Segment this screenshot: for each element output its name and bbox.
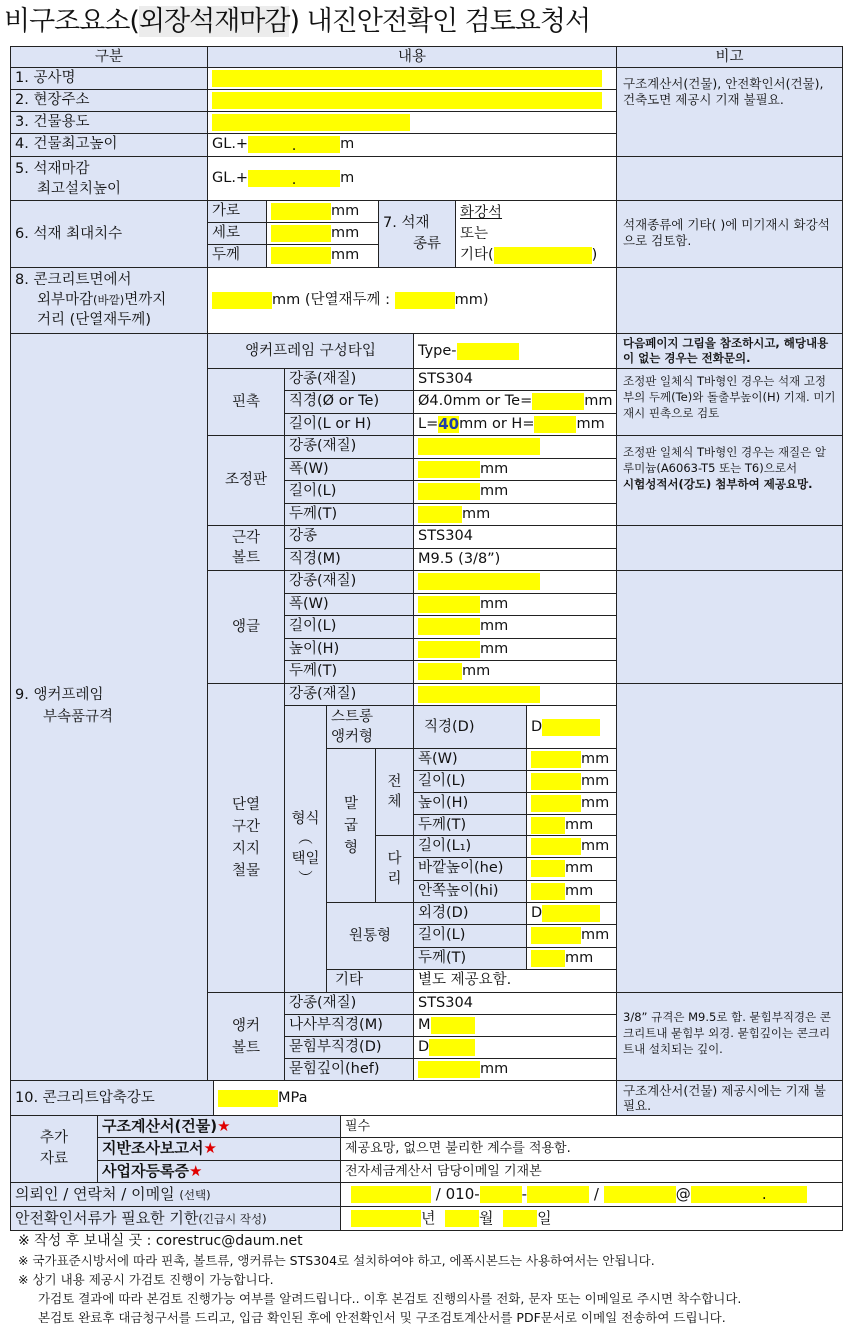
label-bent-width: 폭(W) [413, 748, 527, 771]
label-adjust-plate: 조정판 [207, 435, 285, 526]
label-angle-length: 길이(L) [284, 615, 414, 639]
label-pin-diameter: 직경(Ø or Te) [284, 390, 414, 414]
label-bent-length: 길이(L) [413, 770, 527, 793]
label-deadline: 안전확인서류가 필요한 기한(긴급시 작성) [10, 1206, 341, 1231]
angle-width-field[interactable]: mm [413, 593, 617, 616]
label-contact: 의뢰인 / 연락처 / 이메일 (선택) [10, 1182, 341, 1207]
label-pin-length: 길이(L or H) [284, 413, 414, 436]
footer-process-note-1: 가검토 결과에 따라 본검토 진행가능 여부를 알려드립니다.. 이후 본검토 진행의사를 전화, 문자 또는 이메일로 주시면 착수합니다. [38, 1291, 742, 1306]
label-project-name: 1. 공사명 [10, 67, 208, 90]
leg-outer-height-field[interactable]: mm [526, 857, 617, 881]
label-site-address: 2. 현장주소 [10, 89, 208, 112]
note-row-5 [616, 156, 843, 201]
label-stone-max-size: 6. 석재 최대치수 [10, 200, 208, 268]
project-name-field[interactable] [207, 67, 617, 90]
label-leg-outer-height: 바깥높이(he) [413, 857, 527, 881]
note-row-8 [616, 267, 843, 334]
label-bent-height: 높이(H) [413, 792, 527, 815]
note-angle [616, 570, 843, 684]
label-etc: 기타 [326, 969, 414, 993]
label-strong-diameter: 직경(D) [413, 705, 527, 749]
angle-height-field[interactable]: mm [413, 638, 617, 661]
label-thickness: 두께 [207, 244, 267, 268]
label-plate-thickness: 두께(T) [284, 503, 414, 526]
footer-send-to: ※ 작성 후 보내실 곳 : corestruc@daum.net [18, 1233, 303, 1249]
structural-calc-value: 필수 [340, 1115, 843, 1138]
leg-length-field[interactable]: mm [526, 835, 617, 858]
strong-diameter-field[interactable]: D [526, 705, 617, 749]
bolt-diameter-value: M9.5 (3/8”) [413, 548, 617, 571]
label-anchor-material: 강종(재질) [284, 992, 414, 1015]
leg-inner-height-field[interactable]: mm [526, 880, 617, 903]
label-form-select-one: 형식 ︵ 택일 ︶ [284, 705, 327, 993]
note-frame-type: 다음페이지 그림을 참조하시고, 해당내용이 없는 경우는 전화문의. [616, 333, 843, 369]
plate-length-field[interactable]: mm [413, 480, 617, 504]
angle-length-field[interactable]: mm [413, 615, 617, 639]
label-pin-material: 강종(재질) [284, 368, 414, 391]
anchor-screw-dia-field[interactable]: M [413, 1014, 617, 1037]
label-anchor-embed-dia: 묻힘부직경(D) [284, 1036, 414, 1059]
label-anchor-frame-spec: 9. 앵커프레임 부속품규격 [10, 333, 208, 1081]
label-angle-thickness: 두께(T) [284, 660, 414, 684]
label-stone-type: 7. 석재 종류 [378, 200, 456, 268]
label-cylinder-type: 원통형 [326, 902, 414, 970]
label-height: 세로 [207, 222, 267, 245]
label-frame-type: 앵커프레임 구성타입 [207, 333, 414, 369]
note-anchor: 3/8” 규격은 M9.5로 함. 묻힘부직경은 콘크리트내 묻힘부 외경. 묻힘깊이는 콘크리트내 설치되는 깊이. [616, 992, 843, 1081]
angle-thickness-field[interactable]: mm [413, 660, 617, 684]
note-concrete: 구조계산서(건물) 제공시에는 기재 불필요. [616, 1080, 843, 1116]
angle-material-field[interactable] [413, 570, 617, 594]
label-cylinder-thickness: 두께(T) [413, 947, 527, 970]
label-soil-report: 지반조사보고서★ [97, 1137, 341, 1161]
label-angle-width: 폭(W) [284, 593, 414, 616]
label-leg-length: 길이(L₁) [413, 835, 527, 858]
plate-thickness-field[interactable]: mm [413, 503, 617, 526]
anchor-material-value: STS304 [413, 992, 617, 1015]
label-anchor-bolt: 앵커 볼트 [207, 992, 285, 1081]
label-anchor-embed-depth: 묻힘깊이(hef) [284, 1058, 414, 1081]
stone-width-field[interactable]: mm [266, 200, 379, 223]
label-concrete-strength: 10. 콘크리트압축강도 [10, 1080, 214, 1116]
bolt-material-value: STS304 [413, 525, 617, 549]
stone-height-field[interactable]: GL.+ . m [207, 156, 617, 201]
label-strong-anchor: 스트롱 앵커형 [326, 705, 414, 749]
label-bent-thickness: 두께(T) [413, 814, 527, 836]
header-category: 구분 [10, 46, 208, 68]
label-plate-length: 길이(L) [284, 480, 414, 504]
label-angle-bolt: 근각 볼트 [207, 525, 285, 571]
note-pin: 조정판 일체식 T바형인 경우는 석재 고정부의 두께(Te)와 돌출부높이(H) 기재. 미기재시 핀촉으로 검토 [616, 368, 843, 436]
insulation-distance-field[interactable]: mm (단열재두께 : mm) [207, 267, 617, 334]
site-address-field[interactable] [207, 89, 617, 112]
soil-report-value: 제공요망, 없으면 불리한 계수를 적용함. [340, 1137, 843, 1161]
note-stone-type: 석재종류에 기타( )에 미기재시 화강석으로 검토함. [616, 200, 843, 268]
label-plate-material: 강종(재질) [284, 435, 414, 459]
building-use-field[interactable] [207, 111, 617, 134]
bent-length-field[interactable]: mm [526, 770, 617, 793]
label-angle-height: 높이(H) [284, 638, 414, 661]
header-content: 내용 [207, 46, 617, 68]
label-width: 가로 [207, 200, 267, 223]
label-structural-calc: 구조계산서(건물)★ [97, 1115, 341, 1138]
bent-width-field[interactable]: mm [526, 748, 617, 771]
pin-length-field[interactable]: L=40mm or H= mm [413, 413, 617, 436]
concrete-strength-field[interactable]: MPa [213, 1080, 617, 1116]
deadline-field[interactable]: 년 월 일 [340, 1206, 843, 1231]
note-insulation [616, 683, 843, 993]
insulation-material-field[interactable] [413, 683, 617, 706]
label-stone-max-height: 5. 석재마감 최고설치높이 [10, 156, 208, 201]
bent-height-field[interactable]: mm [526, 792, 617, 815]
cylinder-outer-d-field[interactable]: D [526, 902, 617, 925]
plate-width-field[interactable]: mm [413, 458, 617, 481]
business-reg-value: 전자세금계산서 담당이메일 기재본 [340, 1160, 843, 1183]
contact-field[interactable]: / 010- - / @ . [340, 1182, 843, 1207]
label-bolt-material: 강종 [284, 525, 414, 549]
footer-standard-note: ※ 국가표준시방서에 따라 핀촉, 볼트류, 앵커류는 STS304로 설치하여야 하고, 에폭시본드는 사용하여서는 안됩니다. [18, 1253, 655, 1268]
anchor-embed-dia-field[interactable]: D [413, 1036, 617, 1059]
label-bent-type: 말 굽 형 [326, 748, 376, 903]
label-leg: 다 리 [375, 835, 414, 903]
label-insulation-material: 강종(재질) [284, 683, 414, 706]
bent-thickness-field[interactable]: mm [526, 814, 617, 836]
label-building-use: 3. 건물용도 [10, 111, 208, 134]
note-rows-1-4: 구조계산서(건물), 안전확인서(건물), 건축도면 제공시 기재 불필요. [616, 67, 843, 157]
stone-thickness-field[interactable]: mm [266, 244, 379, 268]
label-building-height: 4. 건물최고높이 [10, 133, 208, 157]
page-title: 비구조요소(외장석재마감) 내진안전확인 검토요청서 [4, 6, 591, 37]
label-insulation-support: 단열 구간 지지 철물 [207, 683, 285, 993]
label-business-reg: 사업자등록증★ [97, 1160, 341, 1183]
label-whole: 전 체 [375, 748, 414, 836]
header-remarks: 비고 [616, 46, 843, 68]
pin-material-value: STS304 [413, 368, 617, 391]
note-plate: 조정판 일체식 T바형인 경우는 재질은 알루미늄(A6063-T5 또는 T6)으로서 시험성적서(강도) 첨부하여 제공요망. [616, 435, 843, 526]
label-extra-docs: 추가 자료 [10, 1115, 98, 1183]
anchor-embed-depth-field[interactable]: mm [413, 1058, 617, 1081]
cylinder-thickness-field[interactable]: mm [526, 947, 617, 970]
stone-type-options[interactable]: 화강석 또는 기타( ) [455, 200, 617, 268]
plate-material-field[interactable] [413, 435, 617, 459]
label-cylinder-outer-d: 외경(D) [413, 902, 527, 925]
footer-prereview-note: ※ 상기 내용 제공시 가검토 진행이 가능합니다. [18, 1272, 274, 1287]
label-insulation-distance: 8. 콘크리트면에서 외부마감(바깥)면까지 거리 (단열재두께) [10, 267, 208, 334]
label-pin: 핀촉 [207, 368, 285, 436]
building-height-field[interactable]: GL.+ . m [207, 133, 617, 157]
label-leg-inner-height: 안쪽높이(hi) [413, 880, 527, 903]
cylinder-length-field[interactable]: mm [526, 924, 617, 948]
label-bolt-diameter: 직경(M) [284, 548, 414, 571]
label-cylinder-length: 길이(L) [413, 924, 527, 948]
label-plate-width: 폭(W) [284, 458, 414, 481]
stone-height-field-2[interactable]: mm [266, 222, 379, 245]
note-bolt [616, 525, 843, 571]
label-angle-material: 강종(재질) [284, 570, 414, 594]
frame-type-field[interactable]: Type- [413, 333, 617, 369]
etc-value: 별도 제공요함. [413, 969, 617, 993]
label-angle: 앵글 [207, 570, 285, 684]
footer-process-note-2: 본검토 완료후 대금청구서를 드리고, 입금 확인된 후에 안전확인서 및 구조검토계산서를 PDF문서로 이메일 전송하여 드립니다. [38, 1310, 726, 1325]
pin-diameter-field[interactable]: Ø4.0mm or Te= mm [413, 390, 617, 414]
label-anchor-screw-dia: 나사부직경(M) [284, 1014, 414, 1037]
